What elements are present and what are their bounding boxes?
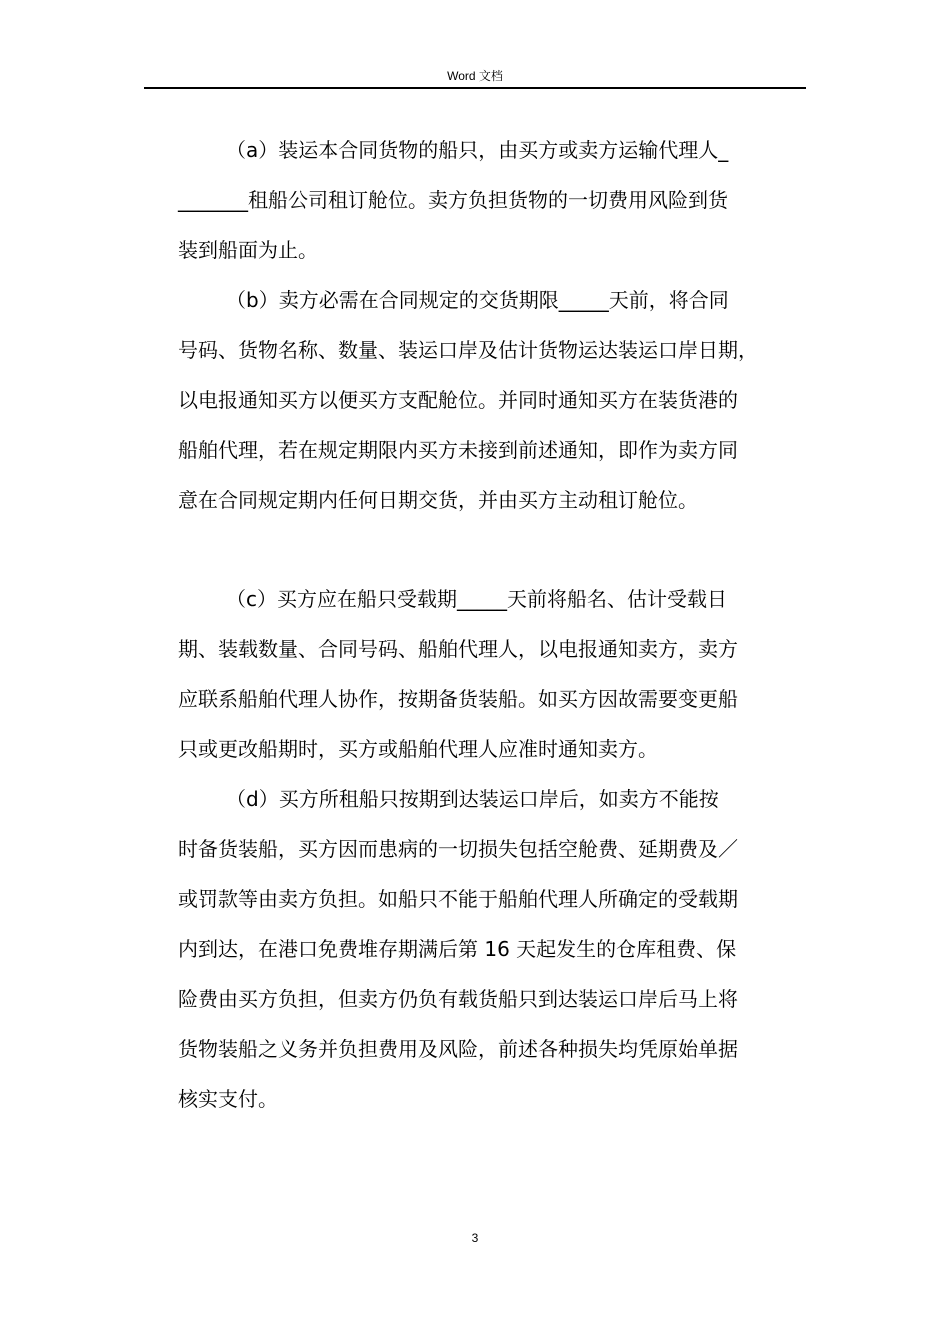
page-header: Word 文档 — [447, 69, 503, 83]
paragraph-d-line-7: 核实支付。 — [178, 1087, 278, 1111]
paragraph-b-line-1: （b）卖方必需在合同规定的交货期限_____天前，将合同 — [226, 288, 729, 312]
header-divider — [144, 87, 806, 89]
paragraph-b-line-3: 以电报通知买方以便买方支配舱位。并同时通知买方在装货港的 — [178, 388, 738, 412]
paragraph-c-line-3: 应联系船舶代理人协作，按期备货装船。如买方因故需要变更船 — [178, 687, 738, 711]
paragraph-d-line-5: 险费由买方负担，但卖方仍负有载货船只到达装运口岸后马上将 — [178, 987, 738, 1011]
paragraph-a-line-3: 装到船面为止。 — [178, 238, 318, 262]
paragraph-d-line-3: 或罚款等由卖方负担。如船只不能于船舶代理人所确定的受载期 — [178, 887, 738, 911]
paragraph-c-line-1: （c）买方应在船只受载期_____天前将船名、估计受载日 — [226, 587, 727, 611]
paragraph-d-line-6: 货物装船之义务并负担费用及风险，前述各种损失均凭原始单据 — [178, 1037, 738, 1061]
paragraph-a-line-2: _______租船公司租订舱位。卖方负担货物的一切费用风险到货 — [178, 188, 728, 212]
paragraph-b-line-5: 意在合同规定期内任何日期交货，并由买方主动租订舱位。 — [178, 488, 698, 512]
paragraph-b-line-2: 号码、货物名称、数量、装运口岸及估计货物运达装运口岸日期， — [178, 338, 758, 362]
paragraph-d-line-4: 内到达，在港口免费堆存期满后第 16 天起发生的仓库租费、保 — [178, 937, 737, 961]
paragraph-c-line-4: 只或更改船期时，买方或船舶代理人应准时通知卖方。 — [178, 737, 658, 761]
paragraph-d-line-2: 时备货装船，买方因而患病的一切损失包括空舱费、延期费及／ — [178, 837, 738, 861]
paragraph-a-line-1: （a）装运本合同货物的船只，由买方或卖方运输代理人_ — [226, 138, 729, 162]
page-number: 3 — [471, 1231, 479, 1245]
paragraph-d-line-1: （d）买方所租船只按期到达装运口岸后，如卖方不能按 — [226, 787, 719, 811]
paragraph-b-line-4: 船舶代理，若在规定期限内买方未接到前述通知，即作为卖方同 — [178, 438, 738, 462]
paragraph-c-line-2: 期、装载数量、合同号码、船舶代理人，以电报通知卖方，卖方 — [178, 637, 738, 661]
